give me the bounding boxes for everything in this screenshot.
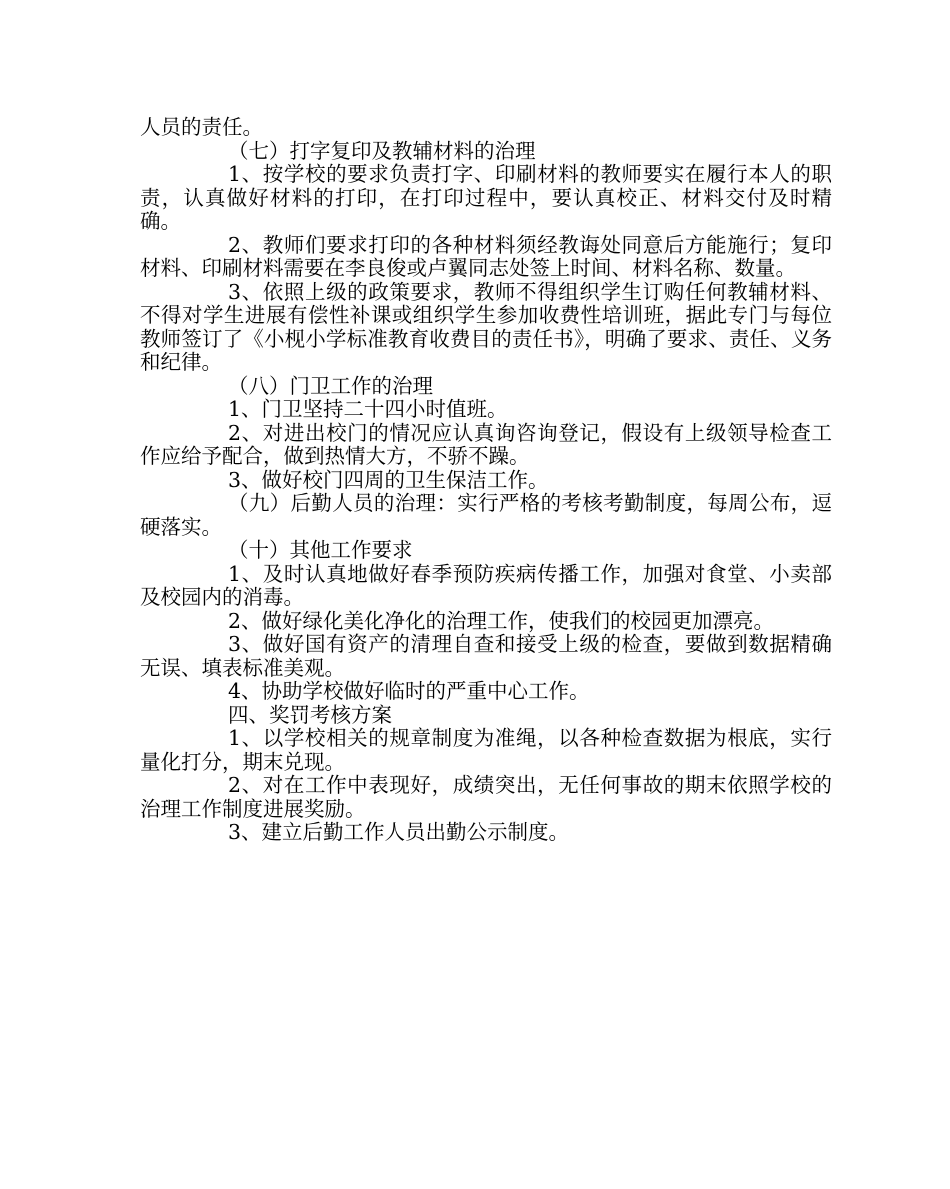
paragraph-continuation: 人员的责任。	[140, 115, 263, 139]
paragraph: 1、按学校的要求负责打字、印刷材料的教师要实在履行本人的职责，认真做好材料的打印，在打印过程中，要认真校正、材料交付及时精确。	[140, 162, 832, 233]
paragraph: 3、做好校门四周的卫生保洁工作。	[228, 467, 549, 492]
paragraph: 3、建立后勤工作人员出勤公示制度。	[228, 820, 570, 844]
paragraph: 3、依照上级的政策要求，教师不得组织学生订购任何教辅材料、不得对学生进展有偿性补课或组织学生参加收费性培训班，据此专门与每位教师签订了《小枧小学标准教育收费目的责任书》，明确了要求、责任、义务和纪律。	[140, 279, 832, 374]
paragraph: 2、做好绿化美化净化的治理工作，使我们的校园更加漂亮。	[228, 608, 775, 633]
paragraph: 1、以学校相关的规章制度为准绳，以各种检查数据为根底，实行量化打分，期末兑现。	[140, 726, 832, 774]
document-body	[140, 116, 832, 845]
section-heading-4: 四、奖罚考核方案	[228, 702, 392, 727]
section-heading-7: （七）打字复印及教辅材料的治理	[228, 138, 536, 163]
paragraph: 2、对进出校门的情况应认真询咨询登记，假设有上级领导检查工作应给予配合，做到热情大方，不骄不躁。	[140, 420, 832, 468]
paragraph: 1、门卫坚持二十四小时值班。	[228, 397, 508, 421]
paragraph: 1、及时认真地做好春季预防疾病传播工作，加强对食堂、小卖部及校园内的消毒。	[140, 561, 832, 609]
section-heading-9: （九）后勤人员的治理：实行严格的考核考勤制度，每周公布，逗硬落实。	[140, 491, 832, 539]
paragraph: 2、对在工作中表现好，成绩突出，无任何事故的期末依照学校的治理工作制度进展奖励。	[140, 773, 832, 821]
section-heading-8: （八）门卫工作的治理	[228, 373, 433, 398]
paragraph: 2、教师们要求打印的各种材料须经教诲处同意后方能施行；复印材料、印刷材料需要在李良俊或卢翼同志处签上时间、材料名称、数量。	[140, 232, 832, 280]
paragraph: 4、协助学校做好临时的严重中心工作。	[228, 679, 590, 703]
paragraph: 3、做好国有资产的清理自查和接受上级的检查，要做到数据精确无误、填表标准美观。	[140, 632, 832, 680]
section-heading-10: （十）其他工作要求	[228, 538, 413, 562]
